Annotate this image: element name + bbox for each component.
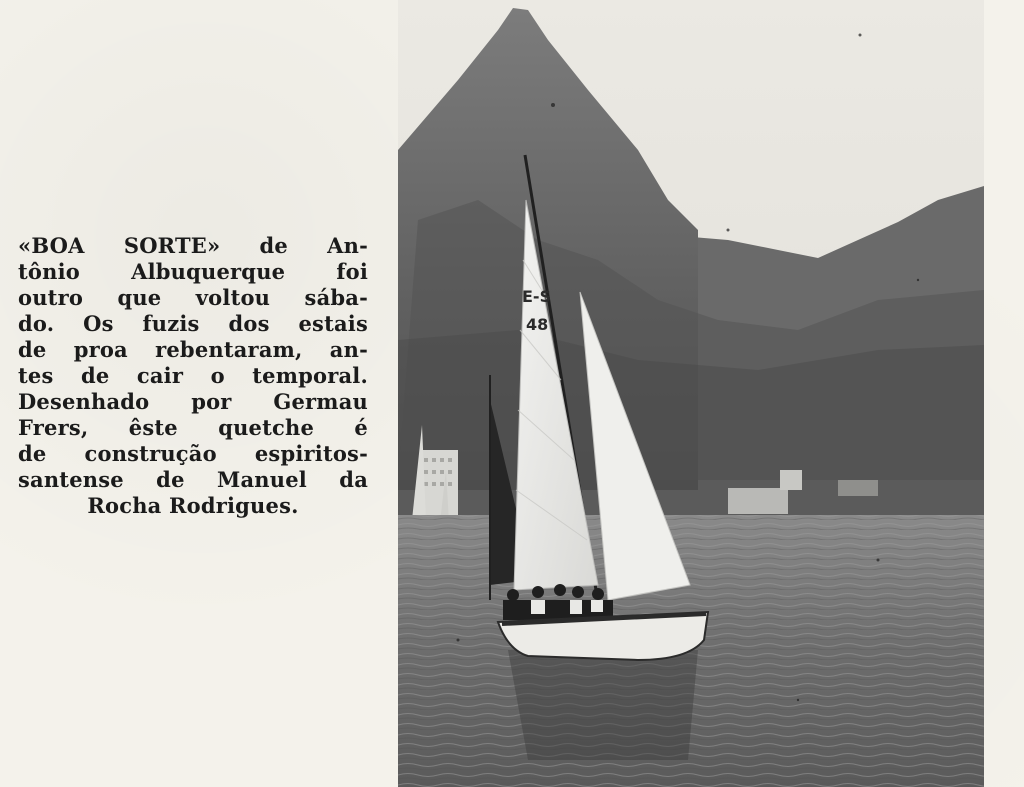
- shore-building: [728, 488, 788, 514]
- caption-line: outro que voltou sába-: [18, 285, 368, 310]
- caption-line: de construção espiritos-: [18, 441, 368, 466]
- caption-line: Frers, êste quetche é: [18, 415, 368, 440]
- sail-number-top: E-S: [522, 287, 552, 306]
- caption-line: Desenhado por Germau: [18, 389, 368, 414]
- caption-line: tônio Albuquerque foi: [18, 259, 368, 284]
- caption-line: Rocha Rodrigues.: [87, 493, 299, 518]
- caption-line: do. Os fuzis dos estais: [18, 311, 368, 336]
- caption-line: «BOA SORTE» de An-: [18, 233, 368, 258]
- caption-line: tes de cair o temporal.: [18, 363, 368, 388]
- photo-caption: [18, 233, 368, 519]
- caption-line: santense de Manuel da: [18, 467, 368, 492]
- sail-number-bottom: 48: [526, 315, 549, 334]
- caption-line: de proa rebentaram, an-: [18, 337, 368, 362]
- sailboat-photo: [398, 0, 984, 787]
